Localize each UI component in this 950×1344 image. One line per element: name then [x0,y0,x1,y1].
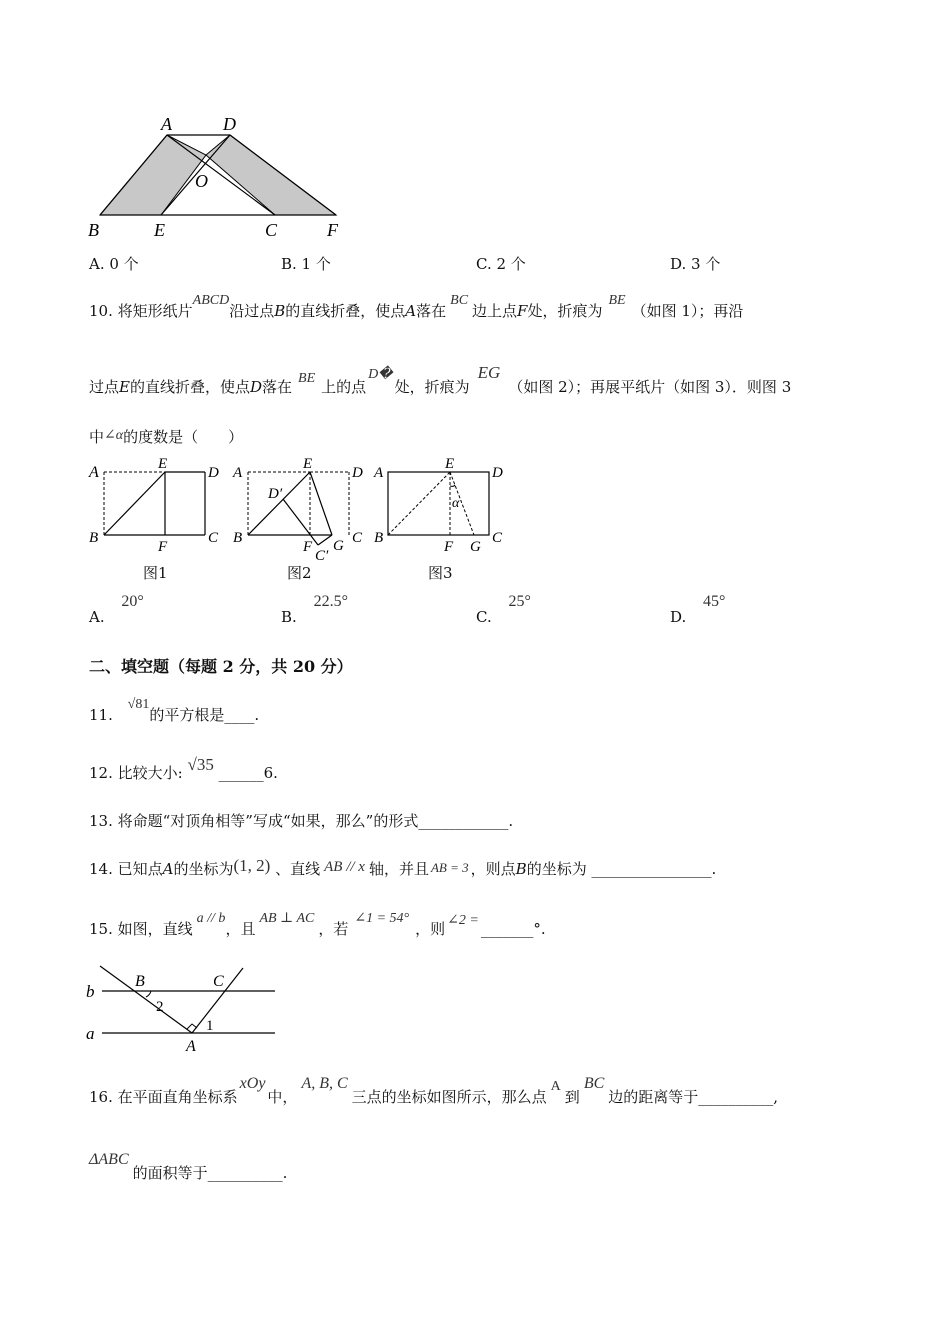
q9-label-A: A [161,114,172,134]
svg-text:b: b [86,982,95,1001]
svg-text:2: 2 [156,999,164,1015]
svg-text:D′: D′ [268,486,283,502]
svg-text:A: A [186,1038,196,1055]
q10-option-a: A. 20° [89,593,144,626]
q11: 11. √81的平方根是____. [89,697,260,724]
svg-text:B: B [233,530,243,546]
q10-option-c: C. 25° [476,593,531,626]
svg-text:C′: C′ [315,548,329,564]
svg-text:C: C [492,530,503,546]
svg-text:B: B [89,530,99,546]
q13: 13. 将命题“对顶角相等”写成“如果，那么”的形式____________. [89,812,514,830]
q10-math-abcd: ABCD [192,293,230,308]
svg-text:α: α [452,496,460,511]
svg-text:B: B [374,530,384,546]
q16-line2: ΔABC的面积等于__________. [89,1151,288,1182]
svg-text:G: G [470,539,481,555]
svg-text:A: A [89,464,99,481]
q9-label-F: F [327,220,338,240]
q10-math-dprime: D� [368,367,393,382]
svg-text:C: C [352,530,363,546]
q10-line1: 10. 将矩形纸片ABCD沿过点B的直线折叠，使点A落在BC边上点F处，折痕为BE（如图 1）；再沿 [89,293,744,320]
q9-label-E: E [154,220,165,240]
svg-text:C: C [213,973,224,990]
svg-text:A: A [374,465,384,481]
q10-figure-1 [84,452,224,552]
q10-number: 10. [89,302,113,320]
q15: 15. 如图，直线a // b，且AB ⊥ AC，若∠1 = 54°，则 ∠2 = _______°. [89,911,546,938]
svg-text:E: E [445,456,455,472]
q9-label-O: O [195,171,208,191]
svg-text:1: 1 [206,1018,214,1034]
q10-math-bc: BC [450,293,469,308]
svg-text:A: A [233,465,243,481]
q10-caption-1: 图1 [143,564,168,582]
q12: 12. 比较大小: √35 ______6. [89,755,278,782]
q10-line3: 中∠α的度数是（ ） [89,428,244,446]
svg-text:D: D [352,465,363,481]
q10-math-angle: ∠α [104,428,124,443]
q10-option-d: D. 45° [670,593,726,626]
q11-sqrt81: √81 [127,697,150,712]
q14: 14. 已知点A的坐标为(1, 2) 、直线 AB // x 轴，并且 AB = 3 ，则点B的坐标为 ________________. [89,856,717,878]
q9-option-a: A. 0 个 [89,255,139,273]
svg-text:F: F [158,539,168,552]
q9-shaded-right [206,135,336,215]
q10-math-be: BE [608,293,626,308]
q9-shaded-left [100,135,206,215]
q10-line2: 过点E的直线折叠，使点D落在 BE 上的点D�处，折痕为EG（如图 2）；再展平纸片（如图 3）．则图 3 [89,363,792,396]
svg-text:C: C [208,530,219,546]
q9-figure [80,112,360,244]
q15-figure [80,960,280,1058]
q16-line1: 16. 在平面直角坐标系xOy中，A, B, C三点的坐标如图所示，那么点A到BC边的距离等于__________, [89,1075,779,1106]
svg-text:a: a [86,1024,95,1043]
section2-title: 二、填空题（每题 2 分，共 20 分） [89,657,353,676]
q10-option-b: B. 22.5° [281,593,348,626]
svg-text:D: D [492,465,503,481]
svg-text:F: F [303,539,313,555]
svg-text:D: D [208,465,219,481]
q10-math-be2: BE [298,371,316,386]
svg-text:F: F [444,539,454,555]
q9-option-c: C. 2 个 [476,255,526,273]
q10-figure-2 [228,452,373,567]
q9-option-d: D. 3 个 [670,255,721,273]
q9-option-b: B. 1 个 [281,255,331,273]
q12-sqrt35: √35 [187,755,214,774]
q10-caption-3: 图3 [428,564,453,582]
svg-text:E: E [158,456,168,472]
q10-math-eg: EG [477,363,501,382]
q10-caption-2: 图2 [287,564,312,582]
svg-text:E: E [303,456,313,472]
q9-label-D: D [223,114,236,134]
svg-text:G: G [333,538,344,554]
q9-label-B: B [88,220,99,240]
q10-figure-3 [368,452,513,557]
svg-text:B: B [135,973,145,990]
q9-label-C: C [265,220,278,240]
